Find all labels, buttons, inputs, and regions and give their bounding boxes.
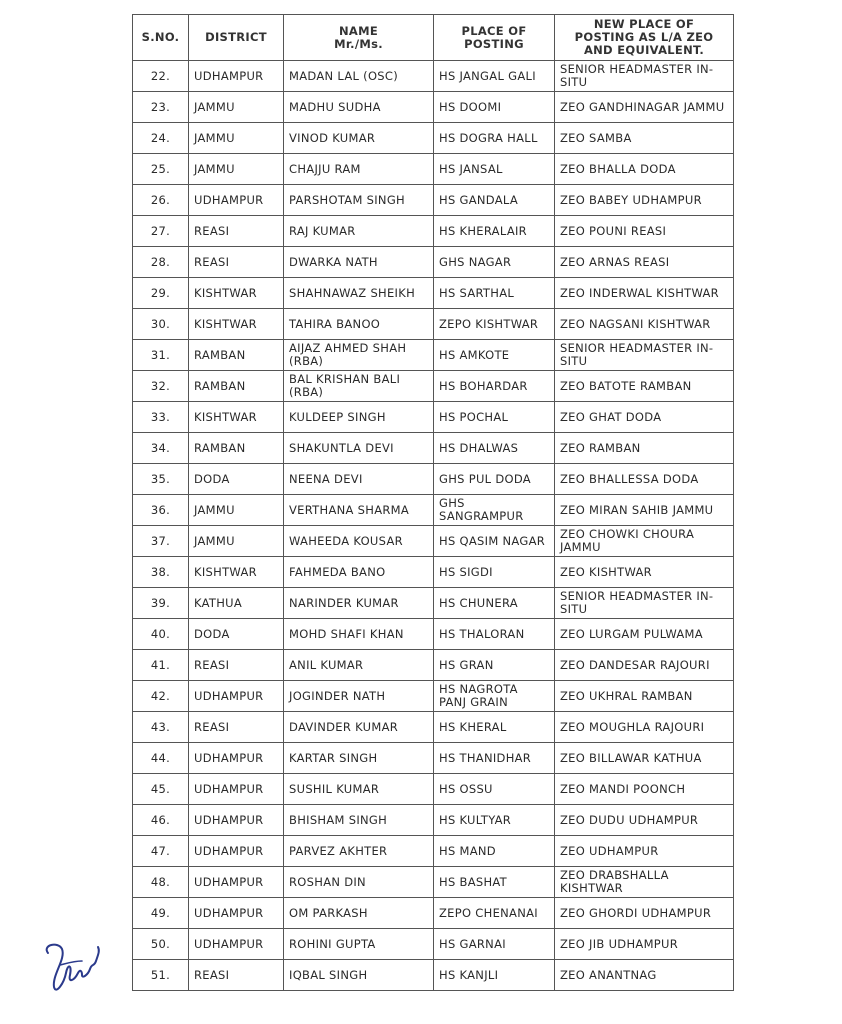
cell-place-of-posting: HS MAND [434, 836, 555, 867]
cell-sno: 45. [133, 774, 189, 805]
cell-name: ROSHAN DIN [284, 867, 434, 898]
cell-district: KISHTWAR [189, 309, 284, 340]
cell-sno: 39. [133, 588, 189, 619]
cell-place-of-posting: HS NAGROTA PANJ GRAIN [434, 681, 555, 712]
cell-place-of-posting: HS SARTHAL [434, 278, 555, 309]
cell-sno: 28. [133, 247, 189, 278]
cell-name: FAHMEDA BANO [284, 557, 434, 588]
table-row [133, 681, 734, 712]
table-row [133, 216, 734, 247]
cell-name: MOHD SHAFI KHAN [284, 619, 434, 650]
cell-place-of-posting: HS JANSAL [434, 154, 555, 185]
cell-district: RAMBAN [189, 340, 284, 371]
cell-name: IQBAL SINGH [284, 960, 434, 991]
cell-place-of-posting: HS BOHARDAR [434, 371, 555, 402]
cell-name: OM PARKASH [284, 898, 434, 929]
cell-name: NEENA DEVI [284, 464, 434, 495]
cell-sno: 41. [133, 650, 189, 681]
cell-new-place: ZEO DUDU UDHAMPUR [555, 805, 734, 836]
cell-district: RAMBAN [189, 371, 284, 402]
cell-place-of-posting: HS THALORAN [434, 619, 555, 650]
cell-sno: 40. [133, 619, 189, 650]
cell-new-place: ZEO CHOWKI CHOURA JAMMU [555, 526, 734, 557]
cell-sno: 30. [133, 309, 189, 340]
cell-place-of-posting: HS POCHAL [434, 402, 555, 433]
cell-sno: 43. [133, 712, 189, 743]
cell-place-of-posting: HS GRAN [434, 650, 555, 681]
table-row [133, 340, 734, 371]
cell-place-of-posting: HS GANDALA [434, 185, 555, 216]
table-row [133, 185, 734, 216]
cell-name: JOGINDER NATH [284, 681, 434, 712]
posting-table [132, 14, 734, 991]
cell-sno: 50. [133, 929, 189, 960]
cell-sno: 31. [133, 340, 189, 371]
cell-place-of-posting: HS DOOMI [434, 92, 555, 123]
cell-name: RAJ KUMAR [284, 216, 434, 247]
cell-new-place: ZEO UKHRAL RAMBAN [555, 681, 734, 712]
cell-district: REASI [189, 712, 284, 743]
cell-place-of-posting: HS CHUNERA [434, 588, 555, 619]
header-new-place: NEW PLACE OF POSTING AS L/A ZEO AND EQUIVALENT. [555, 15, 734, 61]
cell-district: DODA [189, 619, 284, 650]
table-row [133, 650, 734, 681]
header-name: NAME Mr./Ms. [284, 15, 434, 61]
cell-district: KATHUA [189, 588, 284, 619]
cell-district: JAMMU [189, 123, 284, 154]
cell-name: VINOD KUMAR [284, 123, 434, 154]
table-row [133, 712, 734, 743]
cell-new-place: ZEO MIRAN SAHIB JAMMU [555, 495, 734, 526]
cell-new-place: ZEO BHALLA DODA [555, 154, 734, 185]
cell-place-of-posting: HS DOGRA HALL [434, 123, 555, 154]
cell-new-place: ZEO ARNAS REASI [555, 247, 734, 278]
cell-district: UDHAMPUR [189, 836, 284, 867]
cell-new-place: ZEO MOUGHLA RAJOURI [555, 712, 734, 743]
cell-place-of-posting: HS BASHAT [434, 867, 555, 898]
table-row [133, 247, 734, 278]
cell-new-place: ZEO SAMBA [555, 123, 734, 154]
cell-district: KISHTWAR [189, 278, 284, 309]
cell-district: JAMMU [189, 526, 284, 557]
cell-place-of-posting: GHS SANGRAMPUR [434, 495, 555, 526]
table-row [133, 92, 734, 123]
cell-sno: 44. [133, 743, 189, 774]
cell-name: CHAJJU RAM [284, 154, 434, 185]
table-row [133, 619, 734, 650]
cell-sno: 35. [133, 464, 189, 495]
header-place-of-posting: PLACE OF POSTING [434, 15, 555, 61]
cell-place-of-posting: HS SIGDI [434, 557, 555, 588]
cell-new-place: ZEO GANDHINAGAR JAMMU [555, 92, 734, 123]
cell-place-of-posting: HS KANJLI [434, 960, 555, 991]
cell-place-of-posting: ZEPO CHENANAI [434, 898, 555, 929]
cell-sno: 48. [133, 867, 189, 898]
cell-name: NARINDER KUMAR [284, 588, 434, 619]
cell-district: KISHTWAR [189, 402, 284, 433]
cell-sno: 23. [133, 92, 189, 123]
cell-new-place: ZEO DANDESAR RAJOURI [555, 650, 734, 681]
cell-place-of-posting: HS KULTYAR [434, 805, 555, 836]
table-row [133, 929, 734, 960]
table-row [133, 464, 734, 495]
table-row [133, 402, 734, 433]
cell-new-place: ZEO POUNI REASI [555, 216, 734, 247]
cell-place-of-posting: HS KHERAL [434, 712, 555, 743]
cell-new-place: ZEO BATOTE RAMBAN [555, 371, 734, 402]
cell-new-place: ZEO KISHTWAR [555, 557, 734, 588]
cell-name: ANIL KUMAR [284, 650, 434, 681]
table-row [133, 309, 734, 340]
cell-new-place: SENIOR HEADMASTER IN-SITU [555, 588, 734, 619]
table-row [133, 898, 734, 929]
cell-place-of-posting: HS JANGAL GALI [434, 61, 555, 92]
cell-new-place: ZEO LURGAM PULWAMA [555, 619, 734, 650]
cell-place-of-posting: ZEPO KISHTWAR [434, 309, 555, 340]
cell-sno: 47. [133, 836, 189, 867]
table-row [133, 495, 734, 526]
signature-mark [38, 935, 108, 1000]
cell-place-of-posting: HS DHALWAS [434, 433, 555, 464]
cell-sno: 38. [133, 557, 189, 588]
cell-sno: 51. [133, 960, 189, 991]
header-district: DISTRICT [189, 15, 284, 61]
cell-district: UDHAMPUR [189, 929, 284, 960]
cell-new-place: ZEO UDHAMPUR [555, 836, 734, 867]
cell-district: REASI [189, 247, 284, 278]
cell-place-of-posting: HS QASIM NAGAR [434, 526, 555, 557]
cell-district: JAMMU [189, 154, 284, 185]
cell-name: BAL KRISHAN BALI (RBA) [284, 371, 434, 402]
cell-name: KARTAR SINGH [284, 743, 434, 774]
cell-sno: 24. [133, 123, 189, 154]
cell-sno: 32. [133, 371, 189, 402]
cell-name: AIJAZ AHMED SHAH (RBA) [284, 340, 434, 371]
cell-district: JAMMU [189, 495, 284, 526]
cell-new-place: SENIOR HEADMASTER IN-SITU [555, 340, 734, 371]
cell-place-of-posting: HS OSSU [434, 774, 555, 805]
cell-sno: 33. [133, 402, 189, 433]
cell-sno: 49. [133, 898, 189, 929]
table-row [133, 743, 734, 774]
cell-name: DWARKA NATH [284, 247, 434, 278]
cell-sno: 27. [133, 216, 189, 247]
cell-new-place: ZEO ANANTNAG [555, 960, 734, 991]
cell-new-place: ZEO BILLAWAR KATHUA [555, 743, 734, 774]
cell-place-of-posting: GHS PUL DODA [434, 464, 555, 495]
table-row [133, 774, 734, 805]
table-row [133, 371, 734, 402]
table-row [133, 960, 734, 991]
cell-name: SUSHIL KUMAR [284, 774, 434, 805]
cell-name: WAHEEDA KOUSAR [284, 526, 434, 557]
table-row [133, 557, 734, 588]
table-row [133, 588, 734, 619]
cell-district: UDHAMPUR [189, 61, 284, 92]
cell-place-of-posting: GHS NAGAR [434, 247, 555, 278]
cell-name: MADHU SUDHA [284, 92, 434, 123]
cell-new-place: ZEO DRABSHALLA KISHTWAR [555, 867, 734, 898]
cell-district: RAMBAN [189, 433, 284, 464]
cell-name: PARSHOTAM SINGH [284, 185, 434, 216]
cell-district: UDHAMPUR [189, 743, 284, 774]
cell-sno: 37. [133, 526, 189, 557]
cell-district: UDHAMPUR [189, 805, 284, 836]
cell-name: KULDEEP SINGH [284, 402, 434, 433]
cell-district: DODA [189, 464, 284, 495]
cell-name: MADAN LAL (OSC) [284, 61, 434, 92]
cell-sno: 25. [133, 154, 189, 185]
cell-name: DAVINDER KUMAR [284, 712, 434, 743]
table-row [133, 433, 734, 464]
cell-new-place: ZEO GHORDI UDHAMPUR [555, 898, 734, 929]
table-header-row [133, 15, 734, 61]
cell-name: BHISHAM SINGH [284, 805, 434, 836]
cell-new-place: ZEO BABEY UDHAMPUR [555, 185, 734, 216]
table-row [133, 278, 734, 309]
cell-sno: 29. [133, 278, 189, 309]
table-row [133, 123, 734, 154]
cell-place-of-posting: HS KHERALAIR [434, 216, 555, 247]
table-row [133, 61, 734, 92]
cell-district: JAMMU [189, 92, 284, 123]
cell-name: SHAHNAWAZ SHEIKH [284, 278, 434, 309]
cell-district: UDHAMPUR [189, 898, 284, 929]
table-row [133, 526, 734, 557]
cell-new-place: ZEO GHAT DODA [555, 402, 734, 433]
cell-district: KISHTWAR [189, 557, 284, 588]
cell-place-of-posting: HS AMKOTE [434, 340, 555, 371]
cell-new-place: ZEO INDERWAL KISHTWAR [555, 278, 734, 309]
cell-name: PARVEZ AKHTER [284, 836, 434, 867]
table-row [133, 805, 734, 836]
cell-new-place: SENIOR HEADMASTER IN-SITU [555, 61, 734, 92]
table-row [133, 836, 734, 867]
cell-district: UDHAMPUR [189, 681, 284, 712]
cell-district: UDHAMPUR [189, 185, 284, 216]
cell-district: REASI [189, 650, 284, 681]
cell-sno: 34. [133, 433, 189, 464]
cell-new-place: ZEO MANDI POONCH [555, 774, 734, 805]
cell-sno: 42. [133, 681, 189, 712]
cell-sno: 36. [133, 495, 189, 526]
cell-name: VERTHANA SHARMA [284, 495, 434, 526]
cell-name: TAHIRA BANOO [284, 309, 434, 340]
cell-name: SHAKUNTLA DEVI [284, 433, 434, 464]
cell-district: UDHAMPUR [189, 774, 284, 805]
header-sno: S.NO. [133, 15, 189, 61]
cell-new-place: ZEO BHALLESSA DODA [555, 464, 734, 495]
table-row [133, 867, 734, 898]
cell-new-place: ZEO JIB UDHAMPUR [555, 929, 734, 960]
cell-new-place: ZEO NAGSANI KISHTWAR [555, 309, 734, 340]
cell-place-of-posting: HS GARNAI [434, 929, 555, 960]
cell-district: REASI [189, 216, 284, 247]
cell-sno: 46. [133, 805, 189, 836]
cell-district: UDHAMPUR [189, 867, 284, 898]
cell-sno: 26. [133, 185, 189, 216]
cell-place-of-posting: HS THANIDHAR [434, 743, 555, 774]
cell-sno: 22. [133, 61, 189, 92]
cell-district: REASI [189, 960, 284, 991]
cell-name: ROHINI GUPTA [284, 929, 434, 960]
table-row [133, 154, 734, 185]
cell-new-place: ZEO RAMBAN [555, 433, 734, 464]
